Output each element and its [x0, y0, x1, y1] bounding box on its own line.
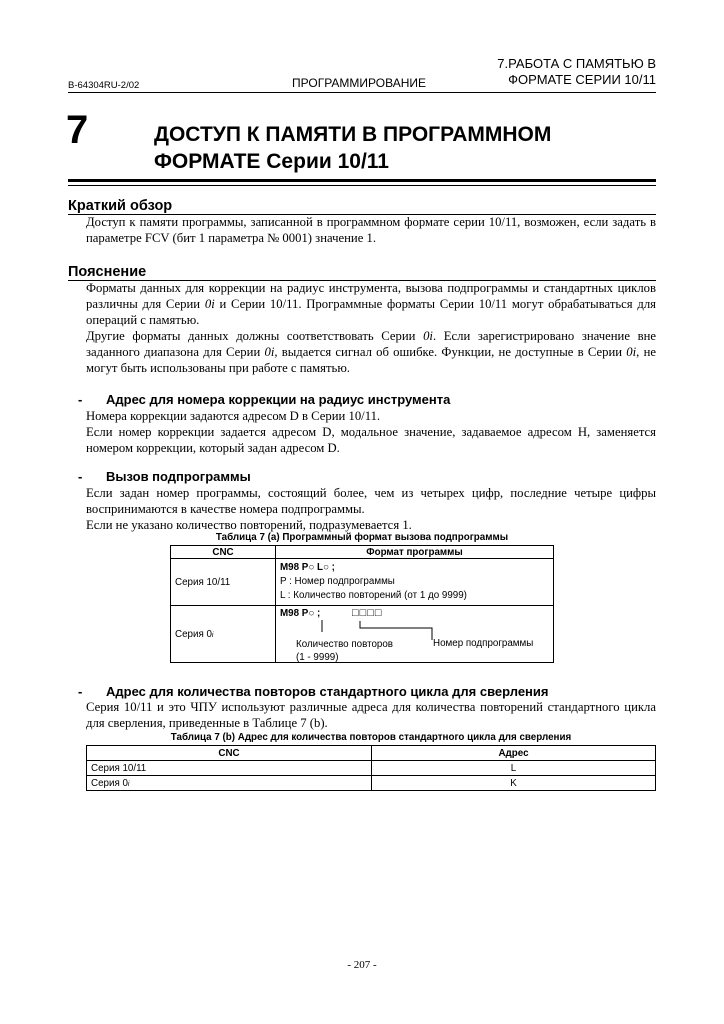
digit-boxes: □□□□ [352, 607, 383, 619]
table-a-col-format: Формат программы [276, 546, 554, 559]
subprogram-number-label: Номер подпрограммы [433, 638, 534, 649]
table-a-cnc-cell: Серия 0i [171, 606, 276, 663]
sub1-paragraph-2: Если номер коррекции задается адресом D, модальное значение, задаваемое адресом H, заменяется номером коррекции, который задан адресом D. [86, 425, 656, 455]
repeat-count-label: Количество повторов (1 - 9999) [296, 639, 394, 663]
table-a [170, 545, 554, 663]
chapter-number: 7 [66, 108, 89, 152]
table-a-caption: Таблица 7 (a) Программный формат вызова подпрограммы [215, 532, 509, 543]
table-a-header-row [171, 546, 554, 559]
header-rule [68, 92, 656, 93]
sub2-heading: Вызов подпрограммы [106, 469, 251, 484]
sub2-paragraph-2: Если не указано количество повторений, подразумевается 1. [86, 518, 412, 532]
table-b [86, 745, 656, 791]
explanation-text [86, 280, 656, 376]
chapter-rule-thin [68, 185, 656, 186]
chapter-rule-thick [68, 179, 656, 182]
sub3-dash: - [78, 684, 83, 699]
page-number: - 207 - [347, 959, 377, 971]
sub3-heading: Адрес для количества повторов стандартного цикла для сверления [106, 684, 549, 699]
table-b-address-cell: L [372, 761, 656, 776]
table-row [87, 776, 656, 791]
sub2-dash: - [78, 469, 83, 484]
chapter-title-line1: ДОСТУП К ПАМЯТИ В ПРОГРАММНОМ [154, 123, 552, 146]
format-p-desc: P : Номер подпрограммы [280, 576, 395, 587]
table-b-header-row [87, 746, 656, 761]
sub2-text [86, 485, 656, 533]
header-chapter-line2: ФОРМАТЕ СЕРИИ 10/11 [508, 72, 656, 87]
table-a-format-cell [276, 559, 554, 606]
sub1-paragraph-1: Номера коррекции задаются адресом D в Серии 10/11. [86, 409, 381, 423]
explanation-heading: Пояснение [68, 264, 147, 280]
header-chapter [497, 56, 656, 88]
explanation-paragraph-1: Форматы данных для коррекции на радиус инструмента, вызова подпрограммы и стандартных циклов различны для Серии 0i и Серии 10/11. Программные форматы Серии 10/11 могут обрабатываться для операций с памятью. [86, 281, 656, 327]
table-a-row [171, 606, 554, 663]
explanation-paragraph-2: Другие форматы данных должны соответствовать Серии 0i. Если зарегистрировано значение вне заданного диапазона для Серии 0i, выдается сигнал об ошибке. Функции, не доступные в Серии 0i, не могут быть использованы при работе с памятью. [86, 329, 657, 375]
doc-code: B-64304RU-2/02 [68, 80, 140, 91]
table-a-format-cell [276, 606, 554, 663]
table-row [87, 761, 656, 776]
table-b-cnc-cell: Серия 0i [87, 776, 372, 791]
table-b-cnc-cell: Серия 10/11 [87, 761, 372, 776]
overview-text: Доступ к памяти программы, записанной в программном формате серии 10/11, возможен, если задать в параметре FCV (бит 1 параметра № 0001) значение 1. [86, 215, 656, 245]
format-l-desc: L : Количество повторений (от 1 до 9999) [280, 590, 467, 601]
sub1-heading: Адрес для номера коррекции на радиус инструмента [106, 392, 451, 407]
sub3-text: Серия 10/11 и это ЧПУ используют различные адреса для количества повторений стандартного цикла для сверления, приведенные в Таблице 7 (b). [86, 700, 656, 730]
table-a-row [171, 559, 554, 606]
sub2-paragraph-1: Если задан номер программы, состоящий более, чем из четырех цифр, последние четыре цифры воспринимаются в качестве номера подпрограммы. [86, 486, 656, 516]
table-b-address-cell: K [372, 776, 656, 791]
table-b-caption: Таблица 7 (b) Адрес для количества повторов стандартного цикла для сверления [170, 732, 572, 743]
overview-heading: Краткий обзор [68, 198, 173, 214]
header-section: ПРОГРАММИРОВАНИЕ [292, 76, 426, 90]
table-b-col-address: Адрес [372, 746, 656, 761]
table-b-col-cnc: CNC [87, 746, 372, 761]
sub1-text [86, 408, 656, 456]
chapter-title-line2: ФОРМАТЕ Серии 10/11 [154, 150, 389, 173]
format-line: M98 P○ ; [280, 608, 321, 619]
format-line: M98 P○ L○ ; [280, 562, 335, 573]
header-chapter-line1: 7.РАБОТА С ПАМЯТЬЮ В [497, 56, 656, 71]
chapter-title [154, 121, 654, 175]
table-a-col-cnc: CNC [171, 546, 276, 559]
sub1-dash: - [78, 392, 83, 407]
table-a-cnc-cell: Серия 10/11 [171, 559, 276, 606]
